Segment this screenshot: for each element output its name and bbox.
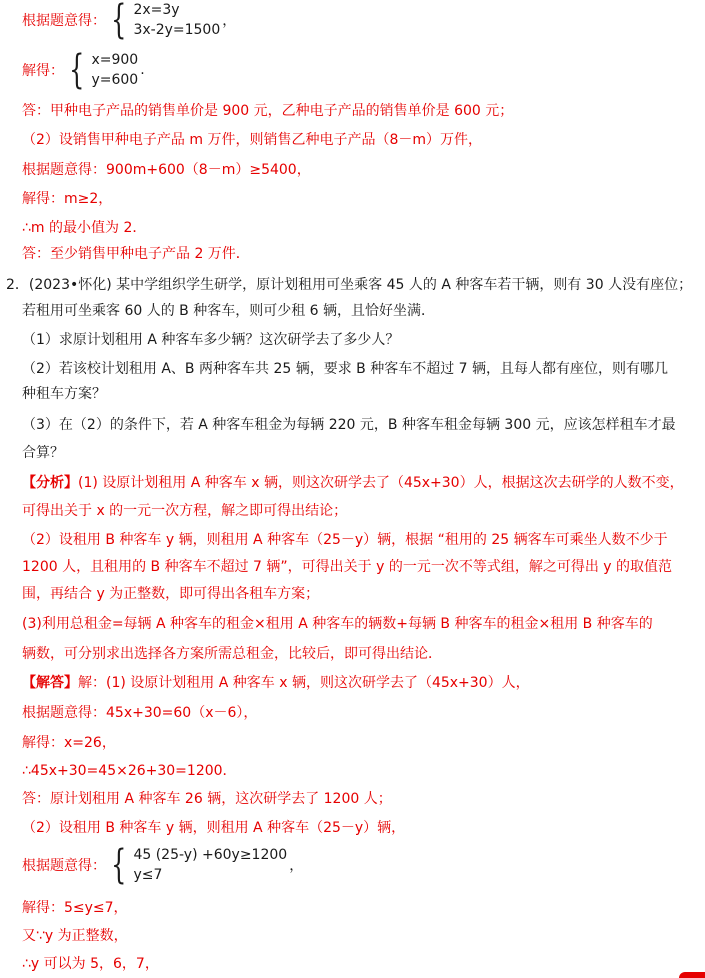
answer-line: 答：至少销售甲种电子产品 2 万件． — [22, 246, 250, 262]
solution-line: ∴45x+30=45×26+30=1200． — [22, 763, 237, 779]
corner-marker — [679, 972, 705, 978]
solution-line: ∴m 的最小值为 2． — [22, 220, 147, 236]
analysis-line: 围，再结合 y 为正整数，即可得出各租车方案； — [22, 586, 320, 602]
solution-line: 解得：m≥2， — [22, 191, 113, 207]
equation-list — [133, 845, 287, 885]
equation: y≤7 — [133, 867, 163, 883]
solution-line: （2）设销售甲种电子产品 m 万件，则销售乙种电子产品（8－m）万件， — [22, 132, 482, 148]
system-prefix: 根据题意得： — [22, 13, 106, 29]
question-2: 种租车方案？ — [22, 386, 106, 402]
solution-line: ∴y 可以为 5，6，7， — [22, 956, 159, 972]
system-prefix: 根据题意得： — [22, 858, 106, 874]
system-prefix: 解得： — [22, 63, 64, 79]
inequality-system — [22, 842, 304, 888]
equation-list — [133, 0, 220, 40]
answer-line: 答：甲种电子产品的销售单价是 900 元，乙种电子产品的销售单价是 600 元； — [22, 103, 514, 119]
solution-line: 解得：5≤y≤7， — [22, 900, 128, 916]
equation: 3x-2y=1500 — [133, 22, 221, 38]
question-3: 合算？ — [22, 445, 64, 461]
question-2: （2）若该校计划租用 A、B 两种客车共 25 辆，要求 B 种客车不超过 7 辆，且每人都有座位，则有哪几 — [22, 361, 669, 377]
solution-line: 又∵y 为正整数， — [22, 928, 128, 944]
solution-line: （2）设租用 B 种客车 y 辆，则租用 A 种客车（25－y）辆， — [22, 820, 406, 836]
solution-line — [22, 673, 530, 693]
equation-system-1 — [22, 0, 237, 43]
analysis-line — [22, 473, 684, 493]
equation: y=600 — [91, 72, 139, 88]
question-3: （3）在（2）的条件下，若 A 种客车租金为每辆 220 元，B 种客车租金每辆 300 元，应该怎样租车才最 — [22, 417, 676, 433]
analysis-line: (3)利用总租金=每辆 A 种客车的租金×租用 A 种客车的辆数+每辆 B 种客车的租金×租用 B 种客车的 — [22, 616, 653, 632]
answer-line: 答：原计划租用 A 种客车 26 辆，这次研学去了 1200 人； — [22, 791, 392, 807]
equation: x=900 — [91, 52, 139, 68]
system-suffix: . — [140, 62, 145, 78]
system-suffix: ， — [222, 13, 237, 29]
analysis-tag: 【分析】 — [22, 475, 78, 491]
system-suffix: ， — [289, 858, 304, 874]
question-1: （1）求原计划租用 A 种客车多少辆？这次研学去了多少人？ — [22, 332, 400, 348]
analysis-text: (1) 设原计划租用 A 种客车 x 辆，则这次研学去了（45x+30）人，根据这次去研学的人数不变， — [78, 475, 684, 491]
solution-text: 解：(1) 设原计划租用 A 种客车 x 辆，则这次研学去了（45x+30）人， — [78, 675, 530, 691]
equation: 2x=3y — [133, 2, 180, 18]
equation-list — [91, 50, 138, 90]
analysis-line: 可得出关于 x 的一元一次方程，解之即可得出结论； — [22, 503, 348, 519]
brace-icon: { — [111, 842, 127, 888]
equation-system-2 — [22, 47, 145, 93]
analysis-line: 辆数，可分别求出选择各方案所需总租金，比较后，即可得出结论． — [22, 646, 442, 662]
problem-statement: 2．(2023•怀化) 某中学组织学生研学，原计划租用可坐乘客 45 人的 A 种客车若干辆，则有 30 人没有座位； — [6, 277, 693, 293]
solution-line: 根据题意得：45x+30=60（x－6）， — [22, 705, 258, 721]
analysis-line: 1200 人，且租用的 B 种客车不超过 7 辆”，可得出关于 y 的一元一次不等式组，解之可得出 y 的取值范 — [22, 559, 673, 575]
analysis-line: （2）设租用 B 种客车 y 辆，则租用 A 种客车（25－y）辆，根据 “租用的 25 辆客车可乘坐人数不少于 — [22, 532, 668, 548]
brace-icon: { — [69, 47, 85, 93]
solution-line: 根据题意得：900m+600（8－m）≥5400， — [22, 162, 311, 178]
problem-statement: 若租用可坐乘客 60 人的 B 种客车，则可少租 6 辆，且恰好坐满． — [22, 303, 436, 319]
solution-tag: 【解答】 — [22, 675, 78, 691]
solution-line: 解得：x=26， — [22, 735, 116, 751]
equation: 45 (25-y) +60y≥1200 — [133, 847, 288, 863]
brace-icon: { — [111, 0, 127, 43]
